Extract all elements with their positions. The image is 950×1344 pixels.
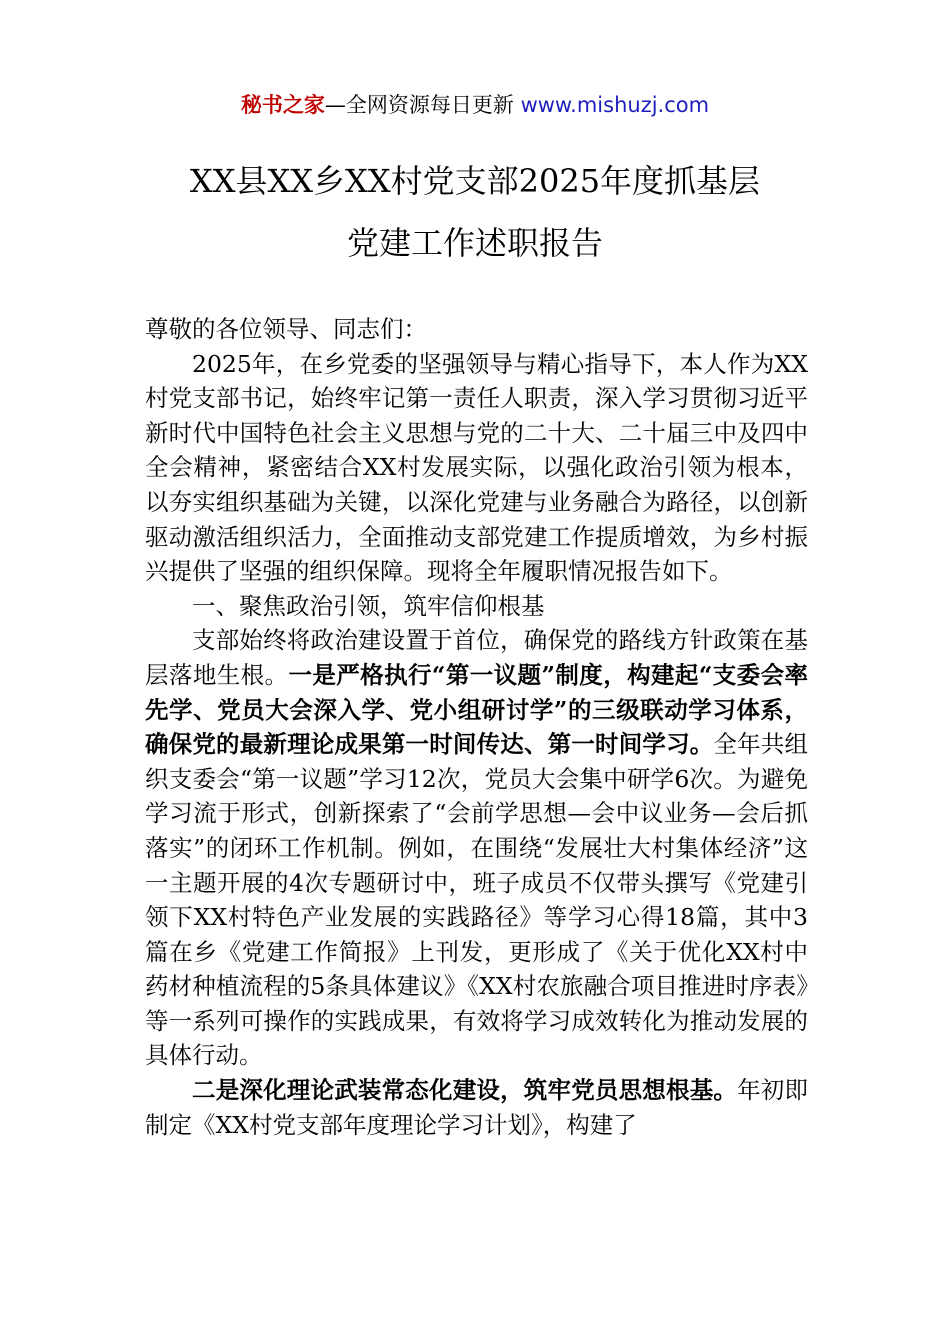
title-line-1: XX县XX乡XX村党支部2025年度抓基层: [189, 162, 761, 200]
salutation: 尊敬的各位领导、同志们：: [145, 315, 427, 343]
section-1-para-1-details: 全年共组织支委会“第一议题”学习12次，党员大会集中研学6次。为避免学习流于形式，创新探索了“会前学思想—会中议业务—会后抓落实”的闭环工作机制。例如，在围绕“发展壮大村集体经济”这一主题开展的4次专题研讨中，班子成员不仅带头撰写《党建引领下XX村特色产业发展的实践路径》等学习心得18篇，其中3篇在乡《党建工作简报》上刊发，更形成了《关于优化XX村中药材种植流程的5条具体建议》《XX村农旅融合项目推进时序表》等一系列可操作的实践成果，有效将学习成效转化为推动发展的具体行动。: [145, 730, 809, 1070]
site-tagline: —全网资源每日更新: [324, 93, 521, 117]
section-1-paragraph-1: [145, 623, 808, 1073]
section-1-para-2-details: 年初即制定《XX村党支部年度理论学习计划》，构建了: [145, 1076, 809, 1139]
site-header: [0, 88, 950, 122]
site-brand: 秘书之家: [240, 93, 325, 117]
section-1-point-1: 一是严格执行“第一议题”制度，构建起“支委会率先学、党员大会深入学、党小组研讨学”的三级联动学习体系，确保党的最新理论成果第一时间传达、第一时间学习。: [145, 660, 808, 759]
document-body: [145, 312, 808, 1142]
title-line-2: 党建工作述职报告: [346, 224, 603, 262]
site-url-link[interactable]: www.mishuzj.com: [520, 93, 710, 117]
section-1-heading: 一、聚焦政治引领，筑牢信仰根基: [192, 591, 545, 620]
intro-paragraph: 2025年，在乡党委的坚强领导与精心指导下，本人作为XX村党支部书记，始终牢记第一责任人职责，深入学习贯彻习近平新时代中国特色社会主义思想与党的二十大、二十届三中及四中全会精神，紧密结合XX村发展实际，以强化政治引领为根本，以夯实组织基础为关键，以深化党建与业务融合为路径，以创新驱动激活组织活力，全面推动支部党建工作提质增效，为乡村振兴提供了坚强的组织保障。现将全年履职情况报告如下。: [145, 349, 808, 586]
section-1-paragraph-2: [145, 1073, 808, 1142]
document-title: [100, 150, 850, 274]
section-1-point-2: 二是深化理论武装常态化建设，筑牢党员思想根基。: [192, 1076, 738, 1105]
section-1-para-1-lead: 支部始终将政治建设置于首位，确保党的路线方针政策在基层落地生根。: [145, 626, 808, 689]
